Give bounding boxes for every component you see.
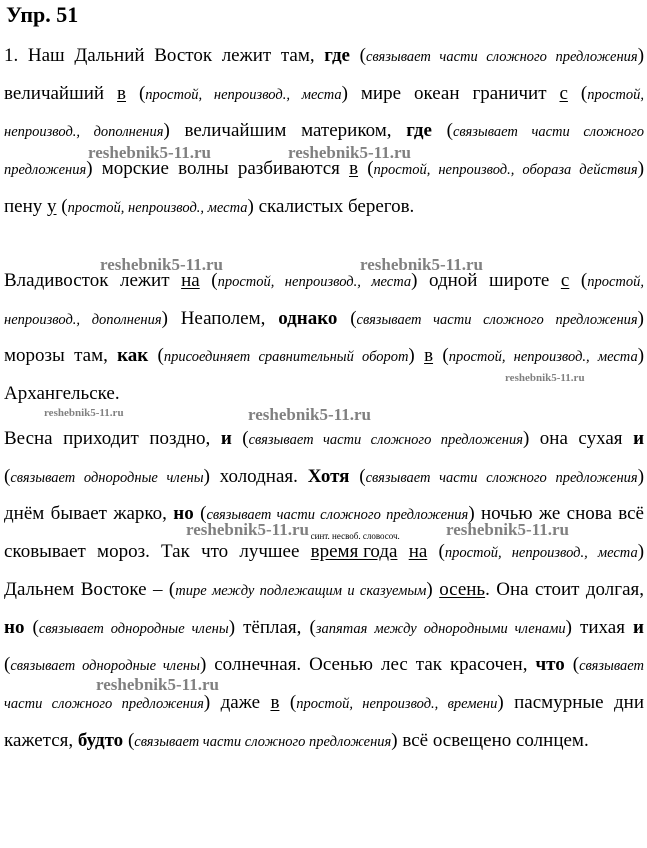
annotated-phrase: время года синт. несвоб. словосоч. — [311, 534, 398, 570]
underlined-word: в — [349, 158, 359, 180]
syntax-note: синт. несвоб. словосоч. — [310, 531, 400, 542]
text-run: ) мире океан граничит — [341, 82, 560, 104]
grammar-comment: связывает части сложного предложения — [4, 658, 644, 712]
text-run: ( — [569, 270, 588, 291]
text-run: ) морозы там, — [4, 307, 644, 367]
text-run: 1. Наш Дальний Восток лежит там, — [4, 45, 325, 66]
watermark: reshebnik5-11.ru — [96, 675, 219, 694]
grammar-comment: простой, непроизвод., дополнения — [4, 274, 644, 328]
text-run: ( — [431, 120, 453, 142]
text-run: ) пену — [4, 158, 645, 217]
text-run: ( — [231, 428, 249, 449]
text-run: ) — [426, 578, 440, 600]
text-run: ( — [279, 691, 297, 713]
text-run: ) морские волны разбиваются — [86, 158, 350, 180]
underlined-word: в — [117, 82, 127, 104]
grammar-comment: простой, непроизвод., места — [67, 199, 248, 216]
grammar-comment: присоединяет сравнительный оборот — [163, 349, 409, 366]
grammar-comment: тире между подлежащим и сказуемым — [175, 582, 427, 599]
underlined-word: на — [181, 270, 200, 291]
bold-word: но — [4, 616, 25, 638]
text-run: ) Неаполем, — [161, 307, 279, 329]
text-run: ( — [4, 465, 11, 487]
text-run: ( — [126, 82, 146, 104]
bold-word: и — [633, 616, 644, 638]
text-run: ) величайшим материком, — [163, 120, 407, 142]
grammar-comment: связывает части сложного предложения — [134, 733, 392, 750]
grammar-comment: простой, непроизвод., места — [444, 545, 638, 562]
watermark: reshebnik5-11.ru — [100, 255, 223, 274]
text-run: ( — [564, 654, 580, 676]
text-run: ( — [123, 729, 135, 751]
underlined-word: у — [47, 195, 57, 217]
watermark: reshebnik5-11.ru — [44, 407, 124, 419]
underlined-word: с — [559, 82, 568, 104]
text-run: ) пасмурные дни кажется, — [4, 691, 644, 751]
text-run: ) Дальнем Востоке – ( — [4, 541, 645, 600]
text-run: ( — [427, 541, 445, 563]
underlined-word: в — [270, 691, 280, 713]
text-run: ( — [193, 503, 207, 525]
bold-word: однако — [278, 307, 338, 329]
exercise-title: Упр. 51 — [6, 2, 79, 27]
text-run: ( — [148, 345, 164, 367]
watermark: reshebnik5-11.ru — [248, 405, 371, 424]
grammar-comment: связывает части сложного предложения — [365, 469, 638, 486]
text-run: ) холодная. — [203, 465, 308, 487]
grammar-comment: запятая между однородными членами — [315, 620, 566, 637]
watermark: reshebnik5-11.ru — [446, 520, 569, 539]
underlined-word: в — [424, 345, 434, 367]
text-run: ) ночью же снова всё сковывает мороз. Так что лучшее — [4, 503, 644, 563]
text-run: ) днём бывает жарко, — [4, 465, 645, 525]
watermark: reshebnik5-11.ru — [186, 520, 309, 539]
text-run: ) — [408, 345, 425, 367]
watermark: reshebnik5-11.ru — [88, 143, 211, 162]
bold-word: как — [117, 345, 149, 367]
text-run: ( — [358, 158, 374, 180]
text-run: ) скалистых берегов. — [247, 195, 415, 217]
text-run: ) Архангельске. — [4, 345, 645, 405]
grammar-comment: связывает однородные члены — [10, 658, 200, 675]
grammar-comment: связывает части сложного предложения — [206, 507, 469, 524]
grammar-comment: простой, непроизвод., дополнения — [4, 86, 644, 141]
text-run: ) солнечная. Осенью лес так красочен, — [199, 654, 536, 676]
text-run: ) она сухая — [522, 428, 634, 449]
text-run: ( — [433, 345, 449, 367]
paragraph-2 — [4, 263, 644, 412]
grammar-comment: простой, непроизвод., обораза действия — [373, 162, 638, 179]
text-run: ) даже — [203, 691, 271, 713]
text-run: ) величайший — [4, 45, 645, 104]
bold-word: что — [535, 654, 565, 676]
bold-word: где — [324, 45, 350, 66]
bold-word: но — [173, 503, 194, 525]
text-run: ) тихая — [565, 616, 634, 638]
grammar-comment: связывает однородные члены — [10, 469, 204, 486]
underlined-word: осень — [439, 578, 486, 600]
grammar-comment: связывает части сложного предложения — [365, 49, 638, 65]
text-run: ( — [199, 270, 218, 291]
underlined-word: на — [408, 541, 428, 563]
bold-word: Хотя — [307, 465, 350, 487]
text-run: ( — [349, 465, 366, 487]
grammar-comment: простой, непроизвод., места — [448, 349, 638, 366]
bold-word: будто — [77, 729, 124, 751]
text-run: . Она стоит долгая, — [485, 578, 645, 600]
text-run: ( — [24, 616, 39, 638]
text-run: ( — [350, 45, 366, 66]
watermark: reshebnik5-11.ru — [505, 372, 585, 384]
grammar-comment: простой, непроизвод., места — [217, 274, 412, 290]
underlined-word: с — [560, 270, 570, 291]
grammar-comment: связывает однородные члены — [38, 620, 229, 637]
grammar-comment: связывает части сложного предложения — [356, 311, 638, 328]
watermark: reshebnik5-11.ru — [288, 143, 411, 162]
text-run: ) одной широте — [411, 270, 561, 291]
text-run: ( — [4, 654, 11, 676]
bold-word: и — [220, 428, 232, 449]
text-run: ) тёплая, ( — [228, 616, 316, 638]
text-run: ( — [567, 82, 588, 104]
paragraph-3 — [4, 421, 644, 760]
grammar-comment: связывает части сложного предложения — [248, 432, 523, 448]
paragraph-1 — [4, 38, 644, 227]
grammar-comment: простой, непроизвод., времени — [296, 695, 498, 712]
grammar-comment: простой, непроизвод., места — [145, 86, 342, 103]
text-run: ( — [56, 195, 68, 217]
grammar-comment: связывает части сложного предложения — [4, 124, 645, 179]
watermark: reshebnik5-11.ru — [360, 255, 483, 274]
text-run: Весна приходит поздно, — [4, 428, 221, 449]
bold-word: и — [633, 428, 645, 449]
text-run: ( — [337, 307, 357, 329]
text-run: ) всё освещено солнцем. — [391, 729, 589, 751]
text-run: Владивосток лежит — [4, 270, 182, 291]
bold-word: где — [406, 120, 432, 142]
